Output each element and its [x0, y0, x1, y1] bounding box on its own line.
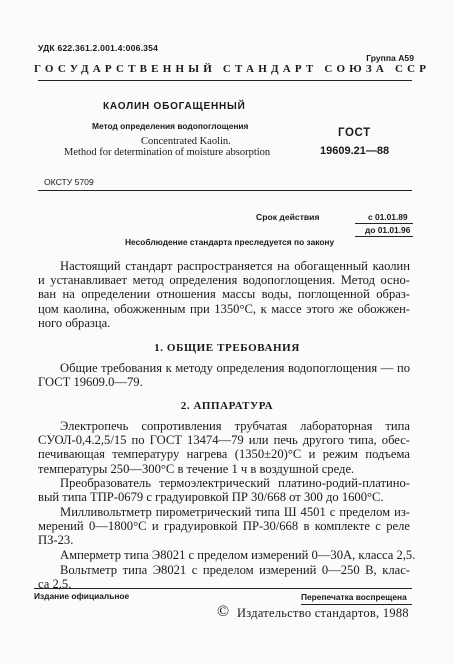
validity-from-rule	[355, 223, 413, 224]
furnace-line: печивающая температуру нагрева (1350±20)°С и режим подъема	[38, 447, 410, 462]
thermocouple-paragraph	[38, 476, 410, 504]
furnace-paragraph	[38, 419, 410, 476]
furnace-line: СУОЛ-0,4.2,5/15 по ГОСТ 13474—79 или печь другого типа, обес-	[38, 433, 410, 448]
furnace-line: температуры 250—300°С в течение 1 ч в воздушной среде.	[38, 461, 355, 476]
intro-line: ного образца.	[38, 315, 111, 330]
intro-line: Настоящий стандарт распространяется на обогащенный каолин	[60, 259, 410, 273]
section-1-line: ГОСТ 19609.0—79.	[38, 375, 143, 390]
intro-line: цом каолина, обожженным при 1350°С, к массе этого же обожжен-	[38, 301, 410, 316]
intro-line: и устанавливает метод определения водопоглощения. Метод осно-	[38, 273, 410, 288]
udk-code: УДК 622.361.2.001.4:006.354	[38, 43, 159, 53]
ammeter-paragraph	[38, 548, 416, 562]
voltmeter-line: са 2,5.	[38, 577, 72, 592]
footer-rule	[34, 588, 412, 589]
validity-label: Срок действия	[256, 212, 320, 222]
publisher-line: Издательство стандартов, 1988	[237, 606, 409, 620]
reprint-notice: Перепечатка воспрещена	[301, 592, 407, 602]
okstu-rule	[38, 190, 412, 191]
reprint-rule	[301, 604, 412, 605]
intro-paragraph	[38, 259, 410, 330]
ammeter-line: Амперметр типа Э8021 с пределом измерений 0—30А, класса 2,5.	[60, 548, 416, 562]
section-2-heading: 2. АППАРАТУРА	[180, 400, 274, 412]
section-1-paragraph	[38, 361, 410, 389]
official-edition: Издание официальное	[34, 591, 130, 601]
gost-label: ГОСТ	[338, 127, 371, 139]
title-en: Concentrated Kaolin.	[141, 136, 231, 147]
group-code: Группа А59	[366, 53, 414, 63]
millivoltmeter-line: мерений 0—1800°С и градуировкой ПР-30/668 в комплекте с реле	[38, 519, 410, 534]
section-1-heading: 1. ОБЩИЕ ТРЕБОВАНИЯ	[154, 342, 300, 354]
method-title-ru: Метод определения водопоглощения	[92, 121, 249, 131]
furnace-line: Электропечь сопротивления трубчатая лабораторная типа	[60, 419, 410, 433]
millivoltmeter-line: Милливольтметр пирометрический типа Ш 4501 с пределом из-	[60, 505, 410, 519]
validity-to-rule	[355, 236, 413, 237]
validity-to: до 01.01.96	[365, 225, 411, 235]
banner-rule	[38, 80, 412, 81]
intro-line: ван на определении отношения массы воды, поглощенной образ-	[38, 287, 410, 302]
standard-banner: ГОСУДАРСТВЕННЫЙ СТАНДАРТ СОЮЗА ССР	[34, 63, 431, 75]
millivoltmeter-line: ПЗ-23.	[38, 533, 74, 548]
copyright-symbol: ©	[217, 603, 230, 620]
thermocouple-line: вый типа ТПР-0679 с градуировкой ПР 30/668 от 300 до 1600°С.	[38, 490, 384, 505]
voltmeter-line: Вольтметр типа Э8021 с пределом измерений 0—250 В, клас-	[60, 563, 410, 577]
document-title: КАОЛИН ОБОГАЩЕННЫЙ	[103, 101, 246, 112]
okstu-code: ОКСТУ 5709	[44, 177, 94, 187]
millivoltmeter-paragraph	[38, 505, 410, 548]
legal-notice: Несоблюдение стандарта преследуется по закону	[125, 237, 335, 247]
section-1-line: Общие требования к методу определения водопоглощения — по	[60, 361, 410, 375]
method-title-en: Method for determination of moisture absorption	[64, 147, 271, 158]
gost-number: 19609.21—88	[320, 145, 390, 157]
validity-from: с 01.01.89	[368, 212, 408, 222]
thermocouple-line: Преобразователь термоэлектрический платино-родий-платино-	[60, 476, 410, 490]
